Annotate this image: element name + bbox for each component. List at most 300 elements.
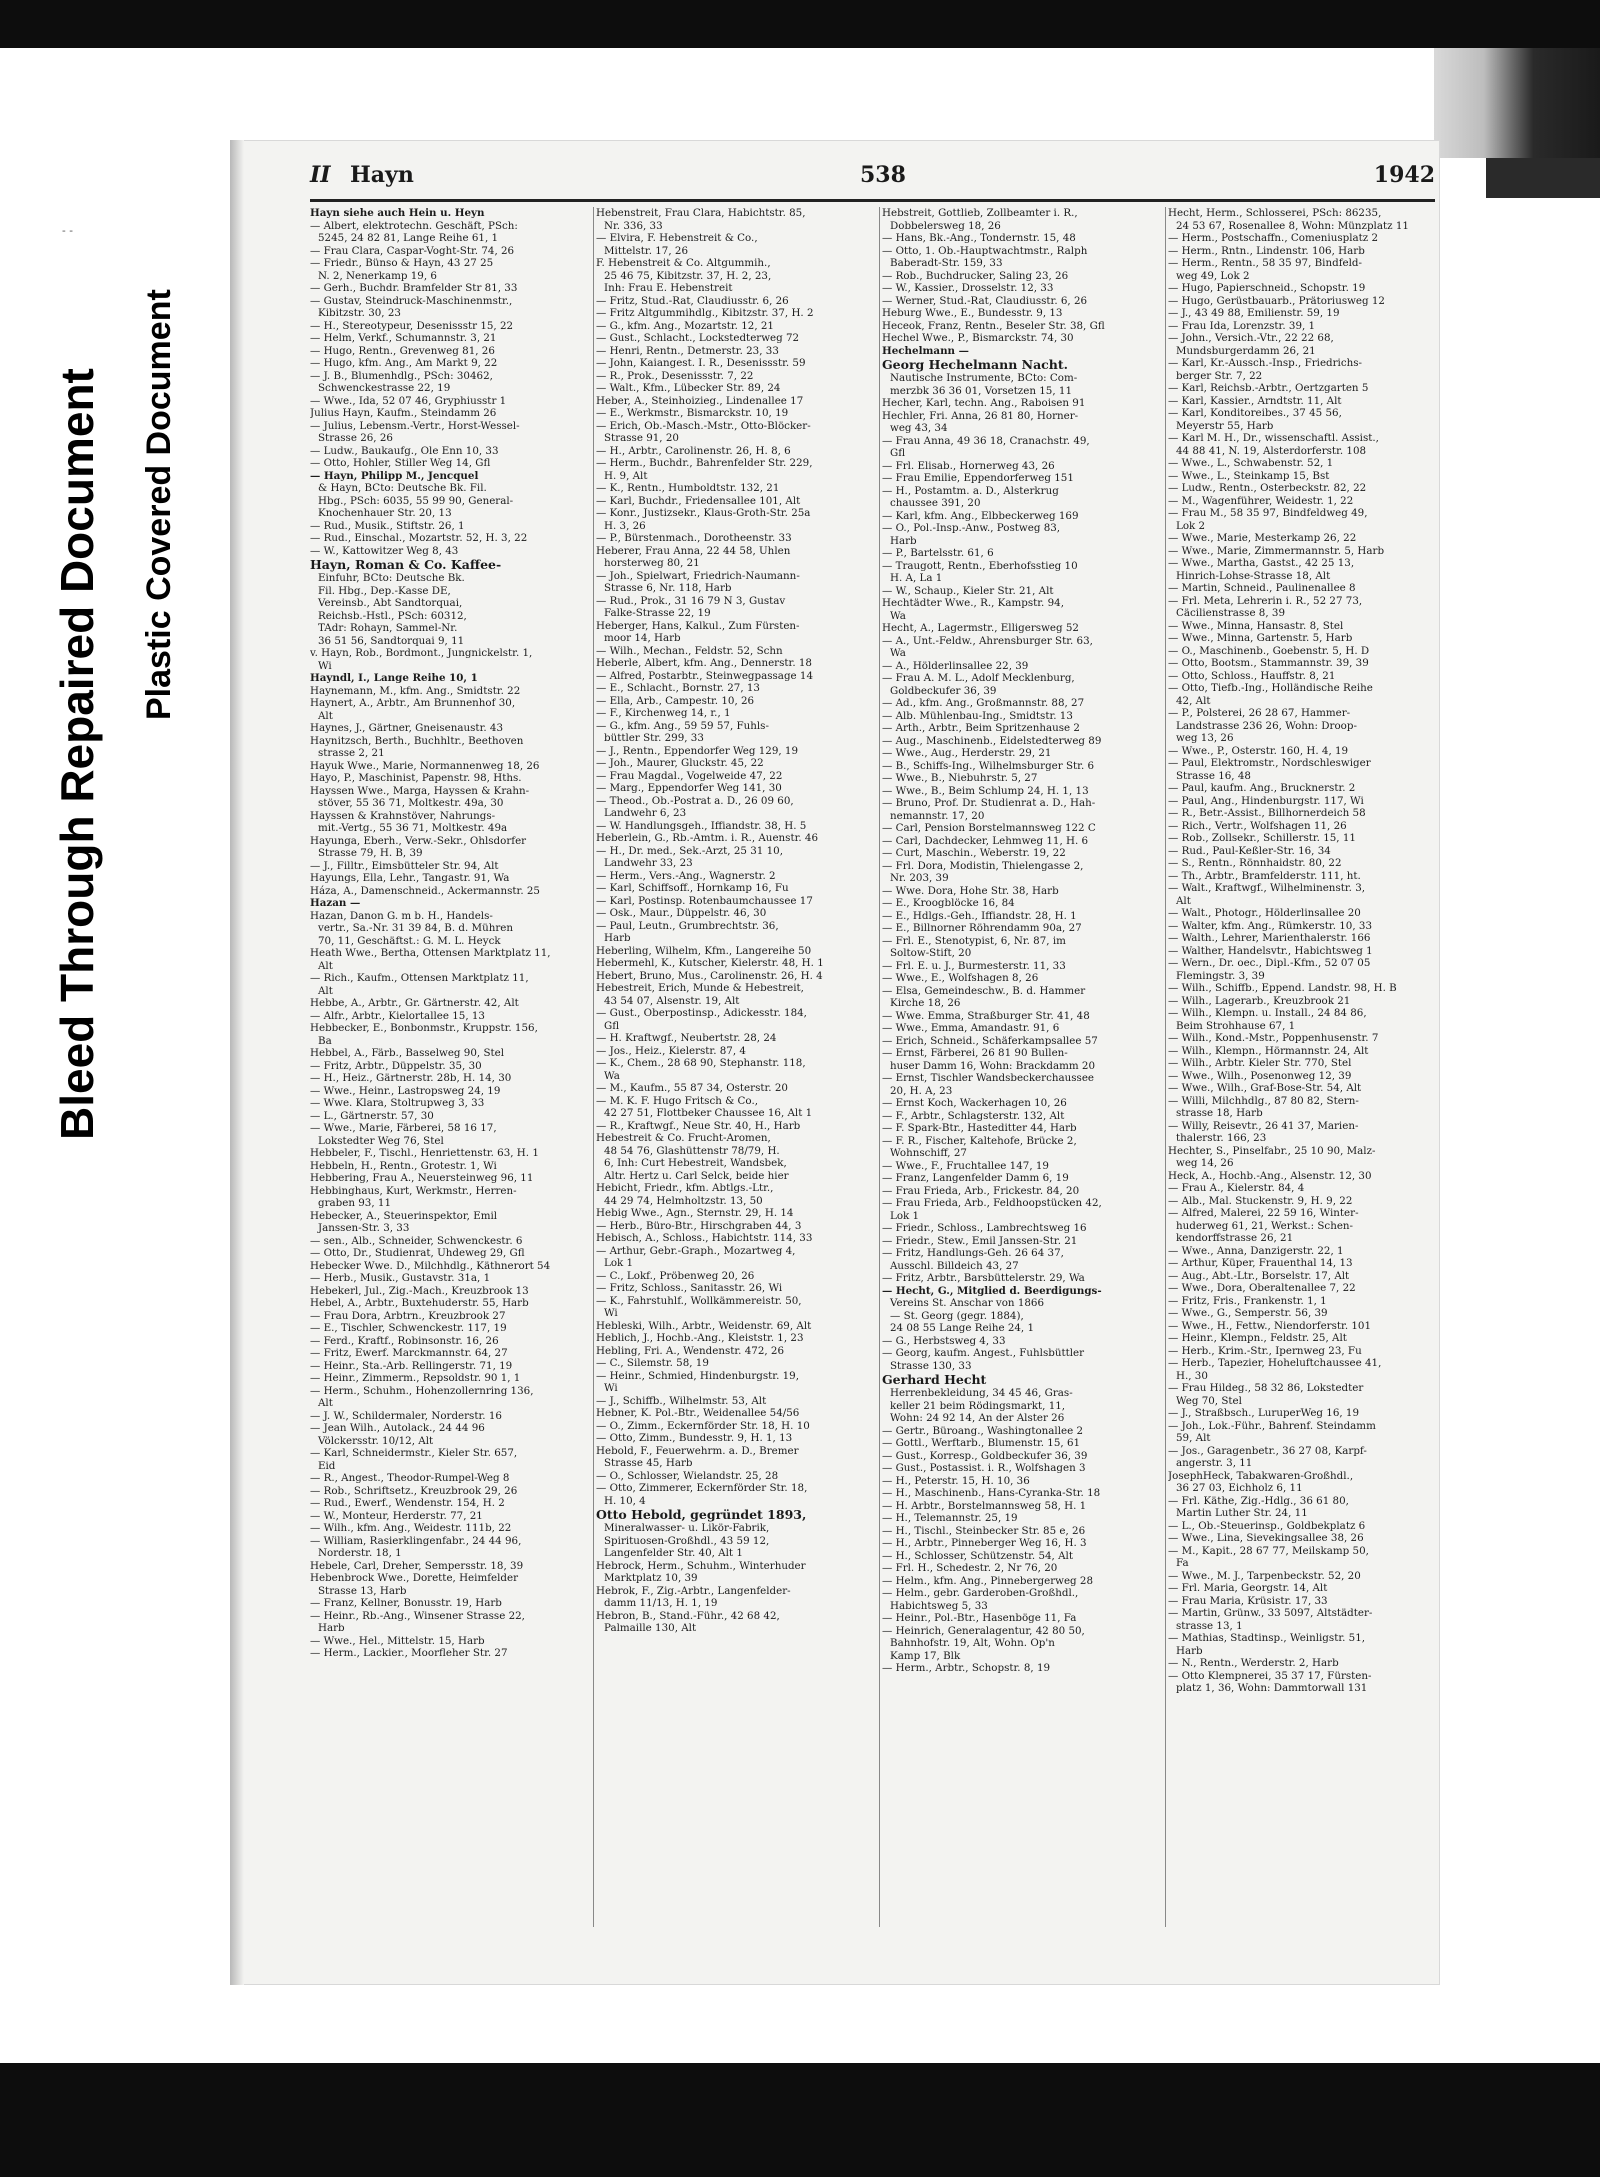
directory-entry: — Frl. E., Stenotypist, 6, Nr. 87, im <box>882 934 1066 947</box>
directory-entry: — Friedr., Stew., Emil Janssen-Str. 21 <box>882 1234 1078 1247</box>
directory-entry: — H., Heiz., Gärtnerstr. 28b, H. 14, 30 <box>310 1072 512 1084</box>
directory-entry: Weg 70, Stel <box>1176 1394 1242 1407</box>
directory-entry: — Heinr., Rb.-Ang., Winsener Strasse 22, <box>310 1609 525 1622</box>
directory-entry: — Joh., Lok.-Führ., Bahrenf. Steindamm <box>1168 1419 1376 1432</box>
directory-entry: — Wilh., Klempn. u. Install., 24 84 86, <box>1168 1007 1367 1019</box>
directory-entry: — Alfred, Malerei, 22 59 16, Winter- <box>1168 1207 1359 1219</box>
directory-entry: — J., Filltr., Eimsbütteler Str. 94, Alt <box>310 859 499 872</box>
directory-entry: graben 93, 11 <box>318 1197 391 1209</box>
directory-entry: — Heinrich, Generalagentur, 42 80 50, <box>882 1624 1085 1637</box>
directory-entry: Hebenbrock Wwe., Dorette, Heimfelder <box>310 1572 519 1584</box>
directory-entry: — Herm., Postschaffn., Comeniusplatz 2 <box>1168 232 1379 244</box>
directory-entry: Otto Hebold, gegründet 1893, <box>596 1507 807 1522</box>
directory-entry: Marktplatz 10, 39 <box>604 1572 698 1584</box>
directory-column-3 <box>882 207 1162 1927</box>
directory-entry: Heburg Wwe., E., Bundesstr. 9, 13 <box>882 307 1063 319</box>
directory-entry: — Rud., Einschal., Mozartstr. 52, H. 3, 22 <box>310 532 528 544</box>
directory-entry: — Fritz, Arbtr., Barsbüttelerstr. 29, Wa <box>882 1272 1085 1284</box>
directory-entry: — Carl, Dachdecker, Lehmweg 11, H. 6 <box>882 834 1089 847</box>
directory-entry: Meyerstr 55, Harb <box>1176 419 1274 432</box>
column-divider <box>1165 207 1166 1927</box>
directory-entry: Hebling, Fri. A., Wendenstr. 472, 26 <box>596 1344 785 1357</box>
directory-entry: Hbg., PSch: 6035, 55 99 90, General- <box>318 494 514 507</box>
directory-entry: 36 51 56, Sandtorquai 9, 11 <box>318 634 465 647</box>
margin-mark: - - <box>62 224 73 237</box>
directory-entry: H. 10, 4 <box>604 1494 646 1507</box>
directory-entry: Nr. 336, 33 <box>604 219 663 232</box>
directory-entry: Haynitzsch, Berth., Buchhltr., Beethoven <box>310 734 524 747</box>
directory-entry: merzbk 36 36 01, Vorsetzen 15, 11 <box>890 384 1073 397</box>
directory-entry: Alt <box>318 959 333 972</box>
directory-entry: — Fritz, Schloss., Sanitasstr. 26, Wi <box>596 1282 783 1294</box>
directory-entry: — Walt., Kfm., Lübecker Str. 89, 24 <box>596 382 781 394</box>
directory-entry: 42 27 51, Flottbeker Chaussee 16, Alt 1 <box>604 1107 813 1119</box>
directory-entry: angerstr. 3, 11 <box>1176 1457 1253 1469</box>
directory-entry: Hayunga, Eberh., Verw.-Sekr., Ohlsdorfer <box>310 834 527 847</box>
directory-entry: — E., Tischler, Schwenckestr. 117, 19 <box>310 1322 507 1334</box>
directory-entry: Fil. Hbg., Dep.-Kasse DE, <box>318 584 451 597</box>
directory-entry: — Fritz, Arbtr., Düppelstr. 35, 30 <box>310 1059 482 1072</box>
directory-entry: Knochenhauer Str. 20, 13 <box>318 507 452 519</box>
directory-entry: Alt <box>318 984 333 997</box>
directory-entry: — Paul, Leutn., Grumbrechtstr. 36, <box>596 919 779 932</box>
directory-entry: Georg Hechelmann Nacht. <box>882 357 1069 372</box>
directory-entry: Hebig Wwe., Agn., Sternstr. 29, H. 14 <box>596 1207 794 1219</box>
directory-entry: — Fritz, Fris., Frankenstr. 1, 1 <box>1168 1294 1327 1307</box>
directory-entry: — P., Bartelsstr. 61, 6 <box>882 547 994 559</box>
directory-entry: — Gust., Postassist. i. R., Wolfshagen 3 <box>882 1462 1086 1474</box>
directory-entry: — Rob., Buchdrucker, Saling 23, 26 <box>882 269 1069 282</box>
directory-entry: — Gerh., Buchdr. Bramfelder Str 81, 33 <box>310 282 518 294</box>
directory-entry: Heblich, J., Hochb.-Ang., Kleiststr. 1, 23 <box>596 1332 804 1344</box>
directory-entry: — Frau Frieda, Arb., Feldhoopstücken 42, <box>882 1197 1102 1209</box>
directory-entry: — Mathias, Stadtinsp., Weinligstr. 51, <box>1168 1632 1366 1644</box>
directory-entry: Beim Strohhause 67, 1 <box>1176 1019 1296 1032</box>
directory-entry: Hebbeler, F., Tischl., Henriettenstr. 63, H. 1 <box>310 1147 539 1159</box>
directory-entry: Hebert, Bruno, Mus., Carolinenstr. 26, H. 4 <box>596 969 823 982</box>
directory-entry: — Julius, Lebensm.-Vertr., Horst-Wessel- <box>310 419 520 432</box>
directory-entry: Háza, A., Damenschneid., Ackermannstr. 25 <box>310 884 540 897</box>
directory-entry: — Osk., Maur., Düppelstr. 46, 30 <box>596 907 767 919</box>
directory-entry: — W., Monteur, Herderstr. 77, 21 <box>310 1509 483 1522</box>
directory-entry: — Otto, Zimm., Bundesstr. 9, H. 1, 13 <box>596 1432 793 1444</box>
directory-entry: strasse 13, 1 <box>1176 1619 1243 1632</box>
directory-entry: — Friedr., Bünso & Hayn, 43 27 25 <box>310 257 494 269</box>
directory-entry: — F., Arbtr., Schlagsterstr. 132, Alt <box>882 1109 1065 1122</box>
directory-entry: — Rud., Musik., Stiftstr. 26, 1 <box>310 519 465 532</box>
directory-entry: Heberger, Hans, Kalkul., Zum Fürsten- <box>596 619 800 632</box>
directory-entry: Landwehr 6, 23 <box>604 807 687 819</box>
directory-entry: — Curt, Maschin., Weberstr. 19, 22 <box>882 847 1066 859</box>
directory-entry: Alt <box>318 709 333 722</box>
directory-entry: Goldbeckufer 36, 39 <box>890 684 997 697</box>
directory-entry: — Wilh., Schiffb., Eppend. Landstr. 98, H. B <box>1168 982 1397 994</box>
directory-entry: — Otto, Dr., Studienrat, Uhdeweg 29, Gfl <box>310 1247 525 1259</box>
directory-entry: — Wwe., Wilh., Graf-Bose-Str. 54, Alt <box>1168 1082 1362 1094</box>
directory-entry: — H., Postamtm. a. D., Alsterkrug <box>882 484 1059 497</box>
directory-entry: Vereins St. Anschar von 1866 <box>890 1297 1045 1309</box>
directory-entry: — Karl, Schneidermstr., Kieler Str. 657, <box>310 1447 518 1459</box>
bleed-through-label <box>50 368 104 1140</box>
directory-entry: — Frl. Elisab., Hornerweg 43, 26 <box>882 459 1055 472</box>
directory-entry: — Gottl., Werftarb., Blumenstr. 15, 61 <box>882 1437 1081 1449</box>
scan-corner-shadow-lower <box>1486 158 1600 198</box>
column-divider <box>879 207 880 1927</box>
directory-entry: — Martin, Schneid., Paulinenallee 8 <box>1168 582 1356 594</box>
directory-entry: Ausschl. Billdeich 43, 27 <box>890 1259 1019 1272</box>
directory-entry: — Wwe., Martha, Gastst., 42 25 13, <box>1168 557 1355 569</box>
directory-entry: — H., Arbtr., Carolinenstr. 26, H. 8, 6 <box>596 444 791 457</box>
scan-corner-shadow <box>1434 48 1600 158</box>
directory-entry: — Wwe., G., Semperstr. 56, 39 <box>1168 1307 1328 1319</box>
directory-entry: — Wwe., Dora, Oberaltenallee 7, 22 <box>1168 1282 1356 1294</box>
directory-entry: Harb <box>1176 1644 1203 1657</box>
directory-entry: — Herm., Schuhm., Hohenzollernring 136, <box>310 1384 534 1397</box>
directory-entry: — Martin, Grünw., 33 5097, Altstädter- <box>1168 1607 1373 1619</box>
directory-entry: — Herm., Vers.-Ang., Wagnerstr. 2 <box>596 869 776 882</box>
directory-entry: — Karl, Konditoreibes., 37 45 56, <box>1168 407 1342 419</box>
directory-entry: — G., Herbstsweg 4, 33 <box>882 1334 1006 1347</box>
directory-entry: Alt <box>1176 894 1191 907</box>
directory-entry: — Rud., Ewerf., Wendenstr. 154, H. 2 <box>310 1497 505 1509</box>
directory-entry: — Elvira, F. Hebenstreit & Co., <box>596 232 758 244</box>
directory-entry: Hechel Wwe., P., Bismarckstr. 74, 30 <box>882 332 1074 344</box>
directory-entry: Martin Luther Str. 24, 11 <box>1176 1507 1308 1519</box>
directory-entry: — Wwe., Marie, Färberei, 58 16 17, <box>310 1122 497 1134</box>
directory-entry: Hayuk Wwe., Marie, Normannenweg 18, 26 <box>310 759 540 772</box>
directory-entry: Hebleski, Wilh., Arbtr., Weidenstr. 69, Alt <box>596 1319 812 1332</box>
directory-entry: — H. Arbtr., Borstelmannsweg 58, H. 1 <box>882 1499 1087 1512</box>
directory-entry: — L., Gärtnerstr. 57, 30 <box>310 1109 434 1122</box>
directory-entry: — H., Tischl., Steinbecker Str. 85 e, 26 <box>882 1524 1086 1537</box>
directory-entry: — Wwe., P., Osterstr. 160, H. 4, 19 <box>1168 744 1349 757</box>
directory-entry: — O., Schlosser, Wielandstr. 25, 28 <box>596 1469 779 1482</box>
directory-entry: — E., Kroogblöcke 16, 84 <box>882 897 1015 909</box>
directory-entry: Bahnhofstr. 19, Alt, Wohn. Op'n <box>890 1637 1055 1649</box>
directory-entry: — Ferd., Kraftf., Robinsonstr. 16, 26 <box>310 1334 499 1347</box>
directory-entry: — Fritz Altgummihdlg., Kibitzstr. 37, H. 2 <box>596 307 814 319</box>
directory-entry: Heberlein, G., Rb.-Amtm. i. R., Auenstr. 46 <box>596 832 819 844</box>
directory-entry: — W. Handlungsgeh., Iffiandstr. 38, H. 5 <box>596 819 807 832</box>
directory-entry: — Herb., Büro-Btr., Hirschgraben 44, 3 <box>596 1219 802 1232</box>
directory-entry: — Karl M. H., Dr., wissenschaftl. Assist., <box>1168 432 1379 444</box>
directory-entry: — F. Spark-Btr., Hasteditter 44, Harb <box>882 1122 1077 1134</box>
directory-entry: — P., Polsterei, 26 28 67, Hammer- <box>1168 707 1351 719</box>
directory-entry: kendorffstrasse 26, 21 <box>1176 1232 1294 1244</box>
directory-entry: — H., Telemannstr. 25, 19 <box>882 1512 1018 1524</box>
directory-entry: mit.-Vertg., 55 36 71, Moltkestr. 49a <box>318 822 508 834</box>
directory-entry: 36 27 03, Eichholz 6, 11 <box>1176 1482 1303 1494</box>
directory-entry: — Hans, Bk.-Ang., Tondernstr. 15, 48 <box>882 232 1076 244</box>
directory-entry: Heberer, Frau Anna, 22 44 58, Uhlen <box>596 544 791 557</box>
directory-entry: — K., Chem., 28 68 90, Stephanstr. 118, <box>596 1057 806 1069</box>
directory-entry: — Wwe., Minna, Gartenstr. 5, Harb <box>1168 632 1353 644</box>
directory-entry: — Jean Wilh., Autolack., 24 44 96 <box>310 1422 485 1434</box>
directory-entry: — E., Schlacht., Bornstr. 27, 13 <box>596 682 760 694</box>
directory-entry: Nr. 203, 39 <box>890 872 949 884</box>
directory-entry: — O., Pol.-Insp.-Anw., Postweg 83, <box>882 522 1061 534</box>
directory-entry: platz 1, 36, Wohn: Dammtorwall 131 <box>1176 1682 1368 1694</box>
directory-entry: — Frau A. M. L., Adolf Mecklenburg, <box>882 672 1075 684</box>
directory-entry: Strasse 13, Harb <box>318 1584 407 1597</box>
directory-entry: — Frl. Dora, Modistin, Thielengasse 2, <box>882 859 1084 872</box>
directory-entry: Soltow-Stift, 20 <box>890 947 972 959</box>
directory-entry: Spirituosen-Großhdl., 43 59 12, <box>604 1534 770 1547</box>
directory-entry: Dobbelersweg 18, 26 <box>890 219 1001 232</box>
directory-entry: — Werner, Stud.-Rat, Claudiusstr. 6, 26 <box>882 294 1088 307</box>
directory-entry: Lok 1 <box>890 1209 920 1222</box>
directory-entry: — Frau M., 58 35 97, Bindfeldweg 49, <box>1168 507 1368 519</box>
directory-entry: & Hayn, BCto: Deutsche Bk. Fil. <box>318 482 487 494</box>
directory-entry: — M., Kaufm., 55 87 34, Osterstr. 20 <box>596 1082 788 1094</box>
directory-entry: — Frl. Käthe, Zig.-Hdlg., 36 61 80, <box>1168 1494 1349 1507</box>
directory-entry: — Wwe., Heinr., Lastropsweg 24, 19 <box>310 1084 501 1097</box>
directory-entry: — Albert, elektrotechn. Geschäft, PSch: <box>310 219 518 232</box>
directory-entry: Julius Hayn, Kaufm., Steindamm 26 <box>310 407 497 419</box>
directory-entry: — Walth., Lehrer, Marienthalerstr. 166 <box>1168 932 1371 944</box>
directory-entry: — Frau Anna, 49 36 18, Cranachstr. 49, <box>882 434 1090 447</box>
directory-entry: — Wwe., Lina, Sievekingsallee 38, 26 <box>1168 1532 1364 1544</box>
directory-entry: — Th., Arbtr., Bramfelderstr. 111, ht. <box>1168 869 1361 882</box>
directory-entry: — Herm., Arbtr., Schopstr. 8, 19 <box>882 1662 1051 1674</box>
directory-entry: Hebisch, A., Schloss., Habichtstr. 114, 33 <box>596 1232 813 1244</box>
directory-entry: — Hugo, Rentn., Grevenweg 81, 26 <box>310 344 495 357</box>
directory-entry: Hayndl, I., Lange Reihe 10, 1 <box>310 672 478 684</box>
directory-entry: v. Hayn, Rob., Bordmont., Jungnickelstr. 1, <box>310 647 533 659</box>
directory-entry: — Wilh., kfm. Ang., Weidestr. 111b, 22 <box>310 1522 512 1534</box>
directory-entry: Flemingstr. 3, 39 <box>1176 969 1265 982</box>
directory-entry: — Ludw., Baukaufg., Ole Enn 10, 33 <box>310 444 499 457</box>
directory-entry: Heceok, Franz, Rentn., Beseler Str. 38, Gfl <box>882 319 1105 332</box>
directory-entry: — Henri, Rentn., Detmerstr. 23, 33 <box>596 344 779 357</box>
directory-entry: — Rich., Vertr., Wolfshagen 11, 26 <box>1168 819 1347 832</box>
directory-entry: — H., Stereotypeur, Desenissstr 15, 22 <box>310 319 514 332</box>
directory-entry: — Paul, Elektromstr., Nordschleswiger <box>1168 757 1371 769</box>
directory-entry: — Wwe., F., Fruchtallee 147, 19 <box>882 1159 1049 1172</box>
directory-entry: Strasse 91, 20 <box>604 432 679 444</box>
directory-entry: — H., Schlosser, Schützenstr. 54, Alt <box>882 1549 1073 1562</box>
page-edge-shadow <box>230 140 244 1985</box>
directory-entry: — Herb., Krim.-Str., Ipernweg 23, Fu <box>1168 1344 1362 1357</box>
directory-entry: — Walther, Handelsvtr., Habichtsweg 1 <box>1168 944 1373 957</box>
directory-entry: — Otto, Schloss., Hauffstr. 8, 21 <box>1168 669 1336 682</box>
directory-entry: Kamp 17, Blk <box>890 1649 961 1662</box>
directory-entry: H., 30 <box>1176 1369 1208 1382</box>
directory-entry: — J., Rentn., Eppendorfer Weg 129, 19 <box>596 744 799 757</box>
directory-entry: — Hugo, Papierschneid., Schopstr. 19 <box>1168 282 1366 294</box>
directory-entry: — Marg., Eppendorfer Weg 141, 30 <box>596 782 782 794</box>
directory-entry: Wi <box>604 1307 618 1319</box>
directory-entry: — Heinr., Pol.-Btr., Hasenböge 11, Fa <box>882 1612 1077 1624</box>
directory-entry: — Wilh., Arbtr. Kieler Str. 770, Stel <box>1168 1057 1352 1069</box>
directory-entry: Hebbecker, E., Bonbonmstr., Kruppstr. 156, <box>310 1022 538 1034</box>
directory-entry: — Arth., Arbtr., Beim Spritzenhause 2 <box>882 722 1080 734</box>
directory-entry: — H. Kraftwgf., Neubertstr. 28, 24 <box>596 1032 777 1044</box>
directory-entry: Hebicht, Friedr., kfm. Abtlgs.-Ltr., <box>596 1182 774 1194</box>
directory-entry: — Willi, Milchhdlg., 87 80 82, Stern- <box>1168 1094 1359 1107</box>
directory-entry: 24 53 67, Rosenallee 8, Wohn: Münzplatz 11 <box>1176 219 1409 232</box>
directory-entry: 43 54 07, Alsenstr. 19, Alt <box>604 994 740 1007</box>
directory-entry: — Frau Clara, Caspar-Voght-Str. 74, 26 <box>310 244 515 257</box>
directory-entry: 20, H. A, 23 <box>890 1084 953 1097</box>
directory-entry: moor 14, Harb <box>604 632 681 644</box>
directory-entry: Strasse 45, Harb <box>604 1457 693 1469</box>
directory-entry: — Ernst Koch, Wackerhagen 10, 26 <box>882 1097 1067 1109</box>
directory-entry: — Wwe., Wilh., Posenonweg 12, 39 <box>1168 1069 1352 1082</box>
directory-entry: — R., Angest., Theodor-Rumpel-Weg 8 <box>310 1472 510 1484</box>
directory-entry: huderweg 61, 21, Werkst.: Schen- <box>1176 1219 1354 1232</box>
directory-entry: Hebron, B., Stand.-Führ., 42 68 42, <box>596 1609 780 1622</box>
directory-entry: Alt <box>318 1397 333 1409</box>
directory-entry: thalerstr. 166, 23 <box>1176 1132 1267 1144</box>
directory-entry: Hebecker Wwe. D., Milchhdlg., Käthnerort 54 <box>310 1259 551 1272</box>
directory-entry: JosephHeck, Tabakwaren-Großhdl., <box>1168 1469 1354 1482</box>
directory-entry: — Karl, Kassier., Arndtstr. 11, Alt <box>1168 394 1342 407</box>
directory-entry: Hayssen Wwe., Marga, Hayssen & Krahn- <box>310 784 530 797</box>
directory-entry: horsterweg 80, 21 <box>604 557 700 569</box>
directory-entry: — Aug., Abt.-Ltr., Borselstr. 17, Alt <box>1168 1269 1350 1282</box>
directory-entry: Hinrich-Lohse-Strasse 18, Alt <box>1176 569 1331 582</box>
directory-entry: — Heinr., Klempn., Feldstr. 25, Alt <box>1168 1332 1347 1344</box>
directory-entry: — Wwe., Anna, Danzigerstr. 22, 1 <box>1168 1244 1344 1257</box>
directory-entry: büttler Str. 299, 33 <box>604 732 704 744</box>
directory-entry: F. Hebenstreit & Co. Altgummih., <box>596 257 771 269</box>
directory-entry: Mittelstr. 17, 26 <box>604 244 689 257</box>
directory-entry: — Wilh., Klempn., Hörmannstr. 24, Alt <box>1168 1044 1369 1057</box>
directory-entry: — Alb., Mal. Stuckenstr. 9, H. 9, 22 <box>1168 1194 1353 1207</box>
directory-entry: Habichtsweg 5, 33 <box>890 1599 988 1612</box>
directory-entry: — Herm., Rentn., 58 35 97, Bindfeld- <box>1168 257 1362 269</box>
directory-entry: — Otto, 1. Ob.-Hauptwachtmstr., Ralph <box>882 244 1088 257</box>
directory-entry: Hechter, S., Pinselfabr., 25 10 90, Malz- <box>1168 1144 1376 1157</box>
directory-entry: — W., Kassier., Drosselstr. 12, 33 <box>882 282 1054 294</box>
directory-entry: Strasse 16, 48 <box>1176 769 1251 782</box>
directory-entry: — K., Rentn., Humboldtstr. 132, 21 <box>596 482 780 494</box>
directory-entry: — C., Lokf., Pröbenweg 20, 26 <box>596 1269 755 1282</box>
directory-entry: — J. W., Schildermaler, Norderstr. 16 <box>310 1409 502 1422</box>
directory-entry: — Karl, kfm. Ang., Elbbeckerweg 169 <box>882 509 1079 522</box>
directory-entry: — Willy, Reisevtr., 26 41 37, Marien- <box>1168 1119 1359 1132</box>
page-header <box>310 162 1435 194</box>
directory-entry: — Alfred, Postarbtr., Steinwegpassage 14 <box>596 669 814 682</box>
directory-entry: weg 13, 26 <box>1176 732 1234 744</box>
directory-entry: 70, 11, Geschäftst.: G. M. L. Heyck <box>318 934 501 947</box>
directory-entry: — J., Schiffb., Wilhelmstr. 53, Alt <box>596 1394 767 1407</box>
directory-entry: — Wwe., B., Beim Schlump 24, H. 1, 13 <box>882 784 1089 797</box>
directory-entry: strasse 18, Harb <box>1176 1107 1263 1119</box>
directory-entry: — Franz, Langenfelder Damm 6, 19 <box>882 1172 1069 1184</box>
directory-entry: — Walter, kfm. Ang., Rümkerstr. 10, 33 <box>1168 919 1373 932</box>
directory-entry: Hebenstreit, Frau Clara, Habichtstr. 85, <box>596 207 806 219</box>
directory-entry: vertr., Sa.-Nr. 31 39 84, B. d. Mühren <box>318 922 513 934</box>
directory-entry: — Franz, Kellner, Bonusstr. 19, Harb <box>310 1597 502 1609</box>
directory-entry: — Erich, Ob.-Masch.-Mstr., Otto-Blöcker- <box>596 419 811 432</box>
directory-entry: — John, Kaiangest. I. R., Desenissstr. 59 <box>596 357 806 369</box>
directory-entry: — A., Hölderlinsallee 22, 39 <box>882 659 1029 672</box>
directory-entry: Hebbinghaus, Kurt, Werkmstr., Herren- <box>310 1184 517 1197</box>
column-divider <box>593 207 594 1927</box>
directory-entry: — Helm, Verkf., Schumannstr. 3, 21 <box>310 332 497 344</box>
directory-entry: Hebstreit, Gottlieb, Zollbeamter i. R., <box>882 207 1078 219</box>
directory-entry: — Hugo, kfm. Ang., Am Markt 9, 22 <box>310 357 498 369</box>
directory-entry: — Heinr., Zimmerm., Repsoldstr. 90 1, 1 <box>310 1372 521 1384</box>
directory-entry: — W., Schaup., Kieler Str. 21, Alt <box>882 584 1054 597</box>
directory-entry: chaussee 391, 20 <box>890 497 981 509</box>
plastic-covered-label: Plastic Covered Document <box>140 289 178 720</box>
directory-entry: Hebrok, F., Zig.-Arbtr., Langenfelder- <box>596 1584 791 1597</box>
directory-entry: Eid <box>318 1459 336 1472</box>
directory-entry: Heber, A., Steinhoizieg., Lindenallee 17 <box>596 394 804 407</box>
directory-entry: — Hayn, Philipp M., Jencquel <box>310 469 479 482</box>
directory-entry: — Georg, kaufm. Angest., Fuhlsbüttler <box>882 1347 1085 1359</box>
directory-entry: — Jos., Garagenbetr., 36 27 08, Karpf- <box>1168 1444 1367 1457</box>
directory-entry: — G., kfm. Ang., 59 59 57, Fuhls- <box>596 719 769 732</box>
directory-entry: — H., Peterstr. 15, H. 10, 36 <box>882 1474 1030 1487</box>
directory-entry: — Helm., kfm. Ang., Pinnebergerweg 28 <box>882 1574 1094 1587</box>
directory-entry: — St. Georg (gegr. 1884), <box>890 1309 1024 1322</box>
directory-entry: — Wilh., Lagerarb., Kreuzbrook 21 <box>1168 994 1351 1007</box>
directory-entry: — Aug., Maschinenb., Eidelstedterweg 89 <box>882 734 1102 747</box>
directory-entry: — Wern., Dr. oec., Dipl.-Kfm., 52 07 05 <box>1168 957 1371 969</box>
directory-entry: — Alfr., Arbtr., Kielortallee 15, 13 <box>310 1009 485 1022</box>
directory-entry: — R., Kraftwgf., Neue Str. 40, H., Harb <box>596 1119 801 1132</box>
directory-entry: — Fritz, Stud.-Rat, Claudiusstr. 6, 26 <box>596 294 789 307</box>
directory-entry: Lok 1 <box>604 1257 634 1269</box>
directory-entry: Einfuhr, BCto: Deutsche Bk. <box>318 572 465 584</box>
directory-entry: — Elsa, Gemeindeschw., B. d. Hammer <box>882 984 1086 997</box>
directory-entry: 25 46 75, Kibitzstr. 37, H. 2, 23, <box>604 269 772 282</box>
directory-entry: — Friedr., Schloss., Lambrechtsweg 16 <box>882 1222 1087 1234</box>
directory-entry: — Hugo, Gerüstbauarb., Prätoriusweg 12 <box>1168 294 1385 307</box>
directory-entry: — H., Arbtr., Pinneberger Weg 16, H. 3 <box>882 1537 1087 1549</box>
page-number: 538 <box>860 162 906 188</box>
directory-entry: Inh: Frau E. Hebenstreit <box>604 282 733 294</box>
directory-entry: — Wwe., L., Steinkamp 15, Bst <box>1168 469 1330 482</box>
directory-entry: — Frl. H., Schedestr. 2, Nr 76, 20 <box>882 1562 1058 1574</box>
directory-entry: — N., Rentn., Werderstr. 2, Harb <box>1168 1657 1339 1669</box>
directory-entry: — Helm., gebr. Garderoben-Großhdl., <box>882 1587 1079 1599</box>
directory-entry: — Wwe., Minna, Hansastr. 8, Stel <box>1168 619 1344 632</box>
directory-entry: Hazan — <box>310 897 361 909</box>
directory-entry: Wohn: 24 92 14, An der Alster 26 <box>890 1412 1065 1424</box>
directory-entry: — Herm., Lackier., Moorfleher Str. 27 <box>310 1647 508 1659</box>
directory-entry: Hebecker, A., Steuerinspektor, Emil <box>310 1209 498 1222</box>
directory-entry: weg 49, Lok 2 <box>1176 269 1250 282</box>
directory-entry: Strasse 79, H. B, 39 <box>318 847 423 859</box>
directory-entry: — O., Zimm., Eckernförder Str. 18, H. 10 <box>596 1419 810 1432</box>
directory-entry: — R., Betr.-Assist., Billhornerdeich 58 <box>1168 807 1366 819</box>
directory-entry: Kibitzstr. 30, 23 <box>318 307 401 319</box>
directory-entry: — Frau Hildeg., 58 32 86, Lokstedter <box>1168 1382 1364 1394</box>
directory-entry: Altr. Hertz u. Carl Selck, beide hier <box>604 1169 789 1182</box>
directory-entry: Hebestreit, Erich, Munde & Hebestreit, <box>596 982 804 994</box>
directory-entry: Langenfelder Str. 40, Alt 1 <box>604 1547 743 1559</box>
directory-entry: — Otto, Tiefb.-Ing., Holländische Reihe <box>1168 682 1373 694</box>
directory-entry: 44 88 41, N. 19, Alsterdorferstr. 108 <box>1176 444 1367 457</box>
directory-entry: Norderstr. 18, 1 <box>318 1547 402 1559</box>
directory-entry: — S., Rentn., Rönnhaidstr. 80, 22 <box>1168 857 1342 869</box>
directory-entry: nemannstr. 17, 20 <box>890 809 985 822</box>
directory-entry: — Wwe., M. J., Tarpenbeckstr. 52, 20 <box>1168 1569 1361 1582</box>
directory-entry: Hebekerl, Jul., Zig.-Mach., Kreuzbrook 13 <box>310 1284 529 1297</box>
directory-entry: Hayn siehe auch Hein u. Heyn <box>310 207 485 219</box>
directory-entry: — Frau Maria, Krüsistr. 17, 33 <box>1168 1594 1328 1607</box>
directory-entry: — Gust., Oberpostinsp., Adickesstr. 184, <box>596 1007 807 1019</box>
directory-entry: — Frau Dora, Arbtrn., Kreuzbrook 27 <box>310 1309 506 1322</box>
directory-entry: — Ernst, Tischler Wandsbeckerchaussee <box>882 1072 1095 1084</box>
directory-entry: Wa <box>604 1069 620 1082</box>
directory-column-1 <box>310 207 590 1927</box>
